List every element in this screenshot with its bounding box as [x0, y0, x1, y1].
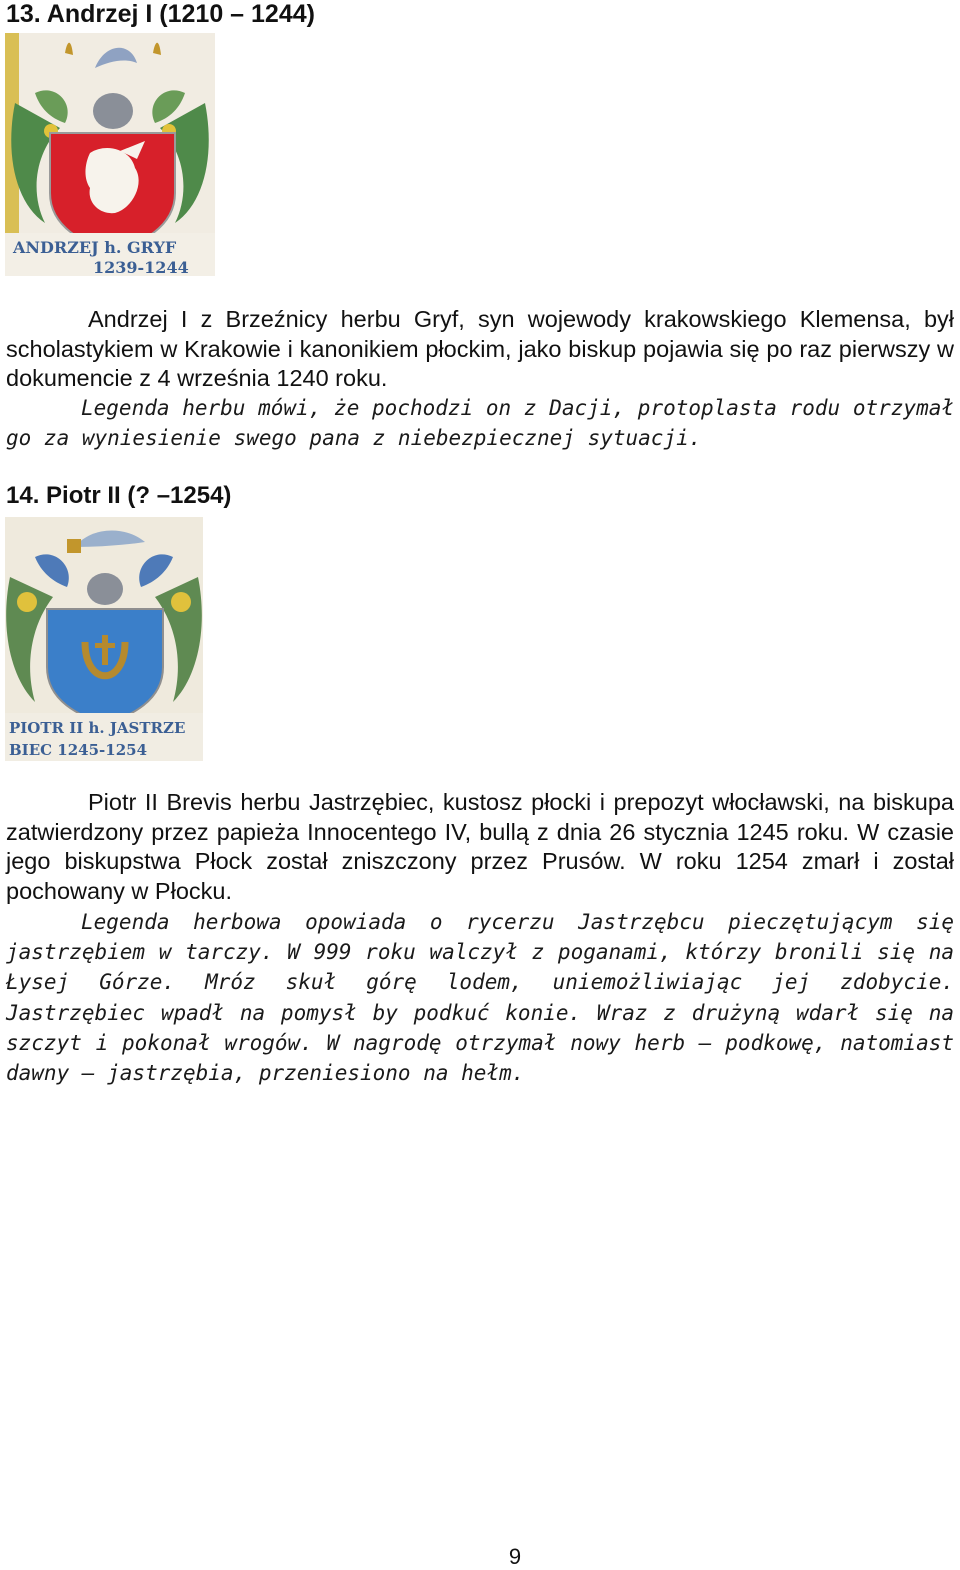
page-number: 9: [508, 1544, 522, 1569]
helmet-icon: [87, 573, 123, 605]
cross-charge-icon: [102, 635, 108, 665]
biography-paragraph-14: Piotr II Brevis herbu Jastrzębiec, kustosz płocki i prepozyt włocławski, na biskupa zatwierdzony przez papieża Innocentego IV, bullą z dnia 26 stycznia 1245 roku. W czasie jego biskupstwa Płock został zniszczony przez Prusów. W roku 1254 zmarł i został pochowany w Płocku.: [6, 789, 954, 905]
biography-paragraph-13: Andrzej I z Brzeźnicy herbu Gryf, syn wojewody krakowskiego Klemensa, był scholastykiem w Krakowie i kanonikiem płockim, jako biskup pojawia się po raz pierwszy w dokumencie z 4 września 1240 roku.: [6, 306, 954, 392]
crest-caption-line2: BIEC 1245-1254: [9, 741, 148, 759]
section-heading-14: 14. Piotr II (? –1254): [6, 482, 232, 509]
crest-caption-line1: PIOTR II h. JASTRZE: [9, 719, 186, 737]
crest-caption-line1: ANDRZEJ h. GRYF: [13, 238, 177, 257]
section-heading-13: 13. Andrzej I (1210 – 1244): [6, 0, 315, 28]
legend-paragraph-14: Legenda herbowa opowiada o rycerzu Jastrzębcu pieczętującym się jastrzębiem w tarczy. W 999 roku walczył z poganami, którzy bronili się na Łysej Górze. Mróz skuł górę lodem, uniemożliwiając jej zdobycie. Jastrzębiec wpadł na pomysł by podkuć konie. Wraz z drużyną wdarł się na szczyt i pokonał wrogów. W nagrodę otrzymał nowy herb – podkowę, natomiast dawny – jastrzębia, przeniesiono na hełm.: [6, 910, 954, 1086]
crest-caption-line2: 1239-1244: [93, 258, 189, 276]
helmet-icon: [93, 93, 133, 129]
crest-image-gryf: [5, 33, 215, 276]
crest-image-jastrzebiec: [5, 517, 203, 761]
legend-paragraph-13: Legenda herbu mówi, że pochodzi on z Dacji, protoplasta rodu otrzymał go za wyniesienie swego pana z niebezpiecznej sytuacji.: [6, 396, 954, 451]
